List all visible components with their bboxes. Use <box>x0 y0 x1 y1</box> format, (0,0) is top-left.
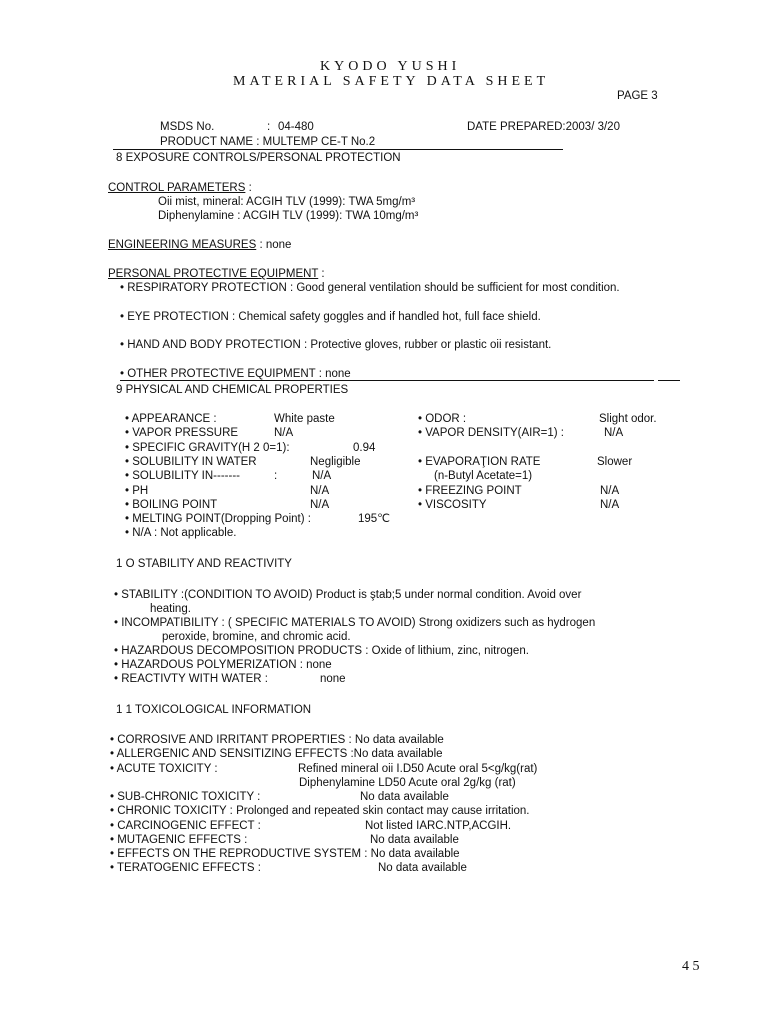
acute-toxicity-label: • ACUTE TOXICITY : <box>110 763 218 775</box>
hazardous-decomposition: • HAZARDOUS DECOMPOSITION PRODUCTS : Oxide of lithium, zinc, nitrogen. <box>114 645 529 657</box>
melting-point-label: • MELTING POINT(Dropping Point) : <box>125 513 311 525</box>
document-title: MATERIAL SAFETY DATA SHEET <box>233 74 550 89</box>
odor-label: • ODOR : <box>418 413 467 425</box>
viscosity-value: N/A <box>600 499 620 511</box>
diphenylamine-limit: Diphenylamine : ACGIH TLV (1999): TWA 10mg/m³ <box>158 210 419 222</box>
vapor-density-value: N/A <box>604 427 624 439</box>
boiling-point-label: • BOILING POINT <box>125 499 218 511</box>
mutagenic-effects-value: No data available <box>370 834 459 846</box>
appearance-label: • APPEARANCE : <box>125 413 217 425</box>
sub-chronic-toxicity-value: No data available <box>360 791 449 803</box>
msds-number-label: MSDS No. <box>160 121 215 133</box>
oil-mist-limit: Oii mist, mineral: ACGIH TLV (1999): TWA 5mg/m³ <box>158 196 416 208</box>
ppe-heading <box>108 267 325 281</box>
vapor-pressure-value: N/A <box>274 427 294 439</box>
butyl-acetate-reference: (n-Butyl Acetate=1) <box>434 470 533 482</box>
teratogenic-effects-label: • TERATOGENIC EFFECTS : <box>110 862 261 874</box>
solubility-in-label: • SOLUBILITY IN------- <box>125 470 240 482</box>
control-parameters-heading <box>108 181 252 195</box>
evaporation-rate-value: Slower <box>597 456 633 468</box>
reproductive-effects: • EFFECTS ON THE REPRODUCTIVE SYSTEM : No data available <box>110 848 460 860</box>
page-number: 4 5 <box>682 959 700 974</box>
engineering-measures-value: : none <box>256 239 292 251</box>
vapor-pressure-label: • VAPOR PRESSURE <box>125 427 239 439</box>
solubility-in-separator: : <box>274 470 278 482</box>
mutagenic-effects-label: • MUTAGENIC EFFECTS : <box>110 834 248 846</box>
reactivity-with-water-label: • REACTIVTY WITH WATER : <box>114 673 268 685</box>
product-name: PRODUCT NAME : MULTEMP CE-T No.2 <box>160 136 376 148</box>
date-prepared: DATE PREPARED:2003/ 3/20 <box>467 121 620 133</box>
solubility-water-value: Negligible <box>310 456 361 468</box>
engineering-measures-label: ENGINEERING MEASURES <box>108 239 257 251</box>
control-parameters-label: CONTROL PARAMETERS <box>108 182 246 194</box>
ppe-colon: : <box>318 268 325 280</box>
ph-label: • PH <box>125 485 149 497</box>
incompatibility-line-1: • INCOMPATIBILITY : ( SPECIFIC MATERIALS TO AVOID) Strong oxidizers such as hydrogen <box>114 617 596 629</box>
stability-line-2: heating. <box>150 603 191 615</box>
odor-value: Slight odor. <box>599 413 657 425</box>
ppe-label: PERSONAL PROTECTIVE EQUIPMENT <box>108 268 319 280</box>
allergenic-sensitizing: • ALLERGENIC AND SENSITIZING EFFECTS :No data available <box>110 748 443 760</box>
msds-number-separator: : <box>267 121 271 133</box>
page-label: PAGE 3 <box>617 90 658 102</box>
carcinogenic-effect-label: • CARCINOGENIC EFFECT : <box>110 820 261 832</box>
boiling-point-value: N/A <box>310 499 330 511</box>
specific-gravity-label: • SPECIFIC GRAVITY(H 2 0=1): <box>125 442 290 454</box>
acute-toxicity-value-2: Diphenylamine LD50 Acute oral 2g/kg (rat) <box>299 777 516 789</box>
eye-protection: • EYE PROTECTION : Chemical safety goggles and if handled hot, full face shield. <box>120 311 541 323</box>
na-note: • N/A : Not applicable. <box>125 527 237 539</box>
melting-point-value: 195℃ <box>358 513 391 525</box>
ph-value: N/A <box>310 485 330 497</box>
company-name: KYODO YUSHI <box>320 59 461 74</box>
control-parameters-colon: : <box>245 182 252 194</box>
hand-body-protection: • HAND AND BODY PROTECTION : Protective gloves, rubber or plastic oii resistant. <box>120 339 552 351</box>
appearance-value: White paste <box>274 413 335 425</box>
solubility-water-label: • SOLUBILITY IN WATER <box>125 456 257 468</box>
section-10-title: 1 O STABILITY AND REACTIVITY <box>116 558 292 570</box>
freezing-point-label: • FREEZING POINT <box>418 485 522 497</box>
product-name-underline <box>113 149 563 150</box>
sub-chronic-toxicity-label: • SUB-CHRONIC TOXICITY : <box>110 791 261 803</box>
acute-toxicity-value-1: Refined mineral oii I.D50 Acute oral 5<g/kg(rat) <box>298 763 538 775</box>
msds-number-value: 04-480 <box>278 121 314 133</box>
section-8-title: 8 EXPOSURE CONTROLS/PERSONAL PROTECTION <box>116 152 401 164</box>
engineering-measures <box>108 238 291 252</box>
reactivity-with-water-value: none <box>320 673 346 685</box>
section-8-end-rule <box>120 380 654 381</box>
evaporation-rate-label: • EVAPORAŢION RATE <box>418 456 541 468</box>
section-9-title: 9 PHYSICAL AND CHEMICAL PROPERTIES <box>116 384 349 396</box>
freezing-point-value: N/A <box>600 485 620 497</box>
specific-gravity-value: 0.94 <box>353 442 376 454</box>
other-protective-equipment: • OTHER PROTECTIVE EQUIPMENT : none <box>120 368 351 380</box>
solubility-in-value: N/A <box>312 470 332 482</box>
corrosive-irritant: • CORROSIVE AND IRRITANT PROPERTIES : No data available <box>110 734 444 746</box>
respiratory-protection: • RESPIRATORY PROTECTION : Good general ventilation should be sufficient for most condition. <box>120 282 620 294</box>
viscosity-label: • VISCOSITY <box>418 499 487 511</box>
chronic-toxicity: • CHRONIC TOXICITY : Prolonged and repeated skin contact may cause irritation. <box>110 805 530 817</box>
teratogenic-effects-value: No data available <box>378 862 467 874</box>
section-8-end-rule-tail <box>658 380 680 381</box>
vapor-density-label: • VAPOR DENSITY(AIR=1) : <box>418 427 564 439</box>
stability-line-1: • STABILITY :(CONDITION TO AVOID) Product is ştab;5 under normal condition. Avoid over <box>114 589 582 601</box>
carcinogenic-effect-value: Not listed IARC.NTP,ACGIH. <box>365 820 512 832</box>
section-11-title: 1 1 TOXICOLOGICAL INFORMATION <box>116 704 312 716</box>
hazardous-polymerization: • HAZARDOUS POLYMERIZATION : none <box>114 659 332 671</box>
incompatibility-line-2: peroxide, bromine, and chromic acid. <box>162 631 351 643</box>
